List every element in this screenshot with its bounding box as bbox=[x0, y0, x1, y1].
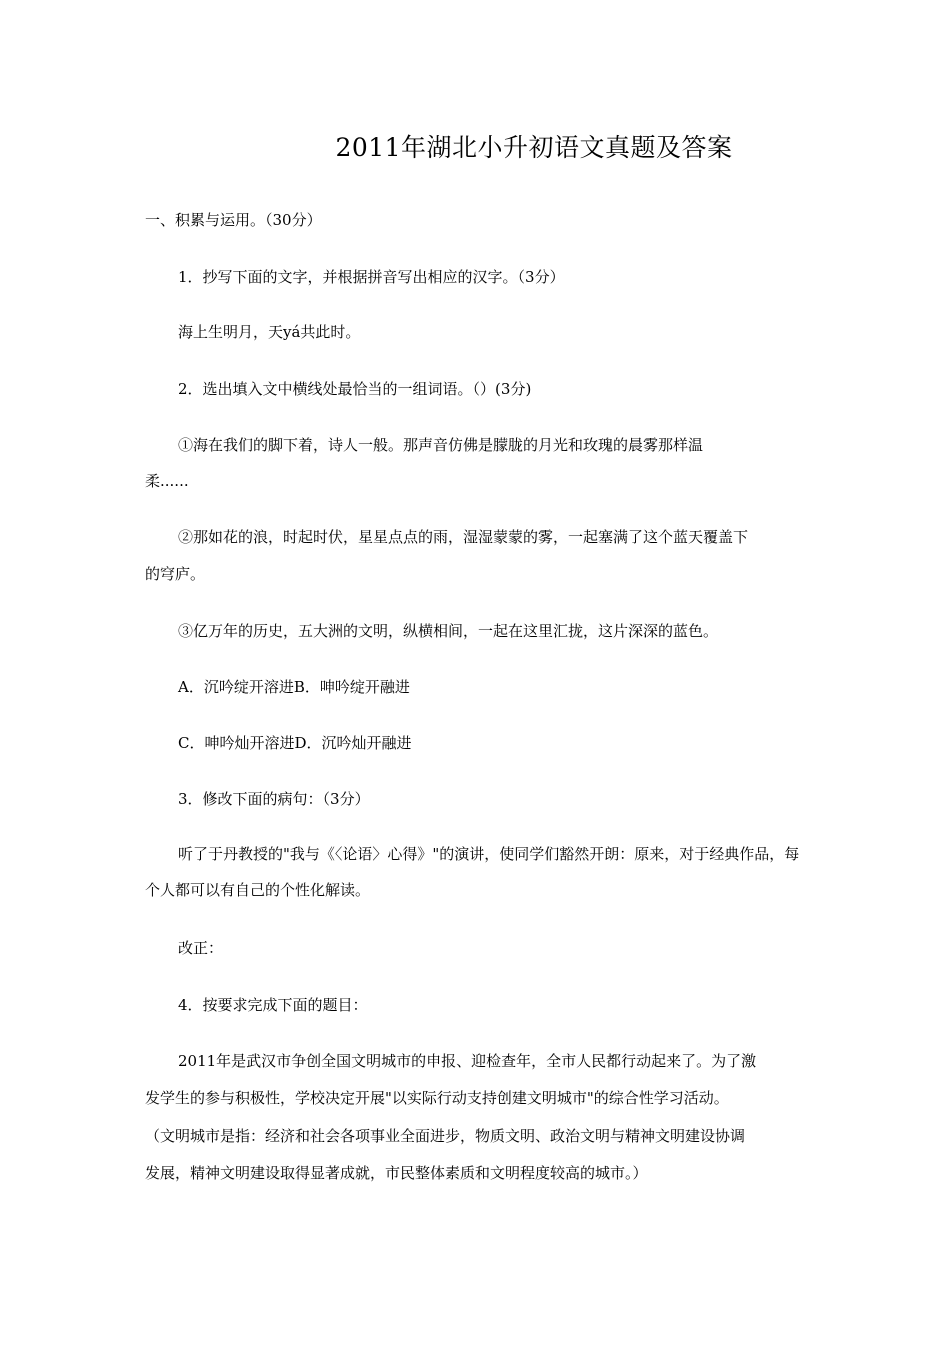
question-3-prompt: 3．修改下面的病句：（3分） bbox=[178, 790, 370, 808]
document-title: 2011年湖北小升初语文真题及答案 bbox=[335, 133, 733, 162]
question-1-text: 海上生明月，天yá共此时。 bbox=[178, 323, 361, 341]
question-3-correction-label: 改正： bbox=[178, 939, 224, 957]
question-2-options-cd: C．呻吟灿开溶进D．沉吟灿开融进 bbox=[178, 734, 412, 752]
question-3-sentence: 听了于丹教授的"我与《〈论语〉心得》"的演讲，使同学们豁然开朗：原来，对于经典作品，每个人都可以有自己的个性化解读。 bbox=[145, 845, 800, 899]
question-2-item-3: ③亿万年的历史，五大洲的文明，纵横相间，一起在这里汇拢，这片深深的蓝色。 bbox=[178, 622, 719, 640]
question-2-item-1-line-1: ①海在我们的脚下着，诗人一般。那声音仿佛是朦胧的月光和玫瑰的晨雾那样温 bbox=[178, 436, 704, 454]
question-2-item-1-line-2: 柔...... bbox=[145, 472, 189, 490]
question-4-passage-line-1: 2011年是武汉市争创全国文明城市的申报、迎检查年，全市人民都行动起来了。为了激 bbox=[178, 1052, 757, 1070]
section-heading: 一、积累与运用。（30分） bbox=[145, 211, 322, 229]
question-2-item-2-line-1: ②那如花的浪，时起时伏，星星点点的雨，湿湿蒙蒙的雾，一起塞满了这个蓝天覆盖下 bbox=[178, 528, 749, 546]
question-4-prompt: 4．按要求完成下面的题目： bbox=[178, 996, 368, 1014]
question-2-prompt: 2．选出填入文中横线处最恰当的一组词语。（）(3分) bbox=[178, 380, 532, 398]
question-2-item-2-line-2: 的穹庐。 bbox=[145, 565, 206, 583]
question-4-passage-line-2: 发学生的参与积极性，学校决定开展"以实际行动支持创建文明城市"的综合性学习活动。 bbox=[145, 1089, 729, 1107]
question-2-options-ab: A．沉吟绽开溶进B．呻吟绽开融进 bbox=[178, 678, 410, 696]
question-4-passage-line-4: 发展，精神文明建设取得显著成就，市民整体素质和文明程度较高的城市。） bbox=[145, 1164, 648, 1182]
question-1-prompt: 1．抄写下面的文字，并根据拼音写出相应的汉字。（3分） bbox=[178, 268, 565, 286]
question-4-passage-line-3: （文明城市是指：经济和社会各项事业全面进步，物质文明、政治文明与精神文明建设协调 bbox=[145, 1127, 746, 1145]
